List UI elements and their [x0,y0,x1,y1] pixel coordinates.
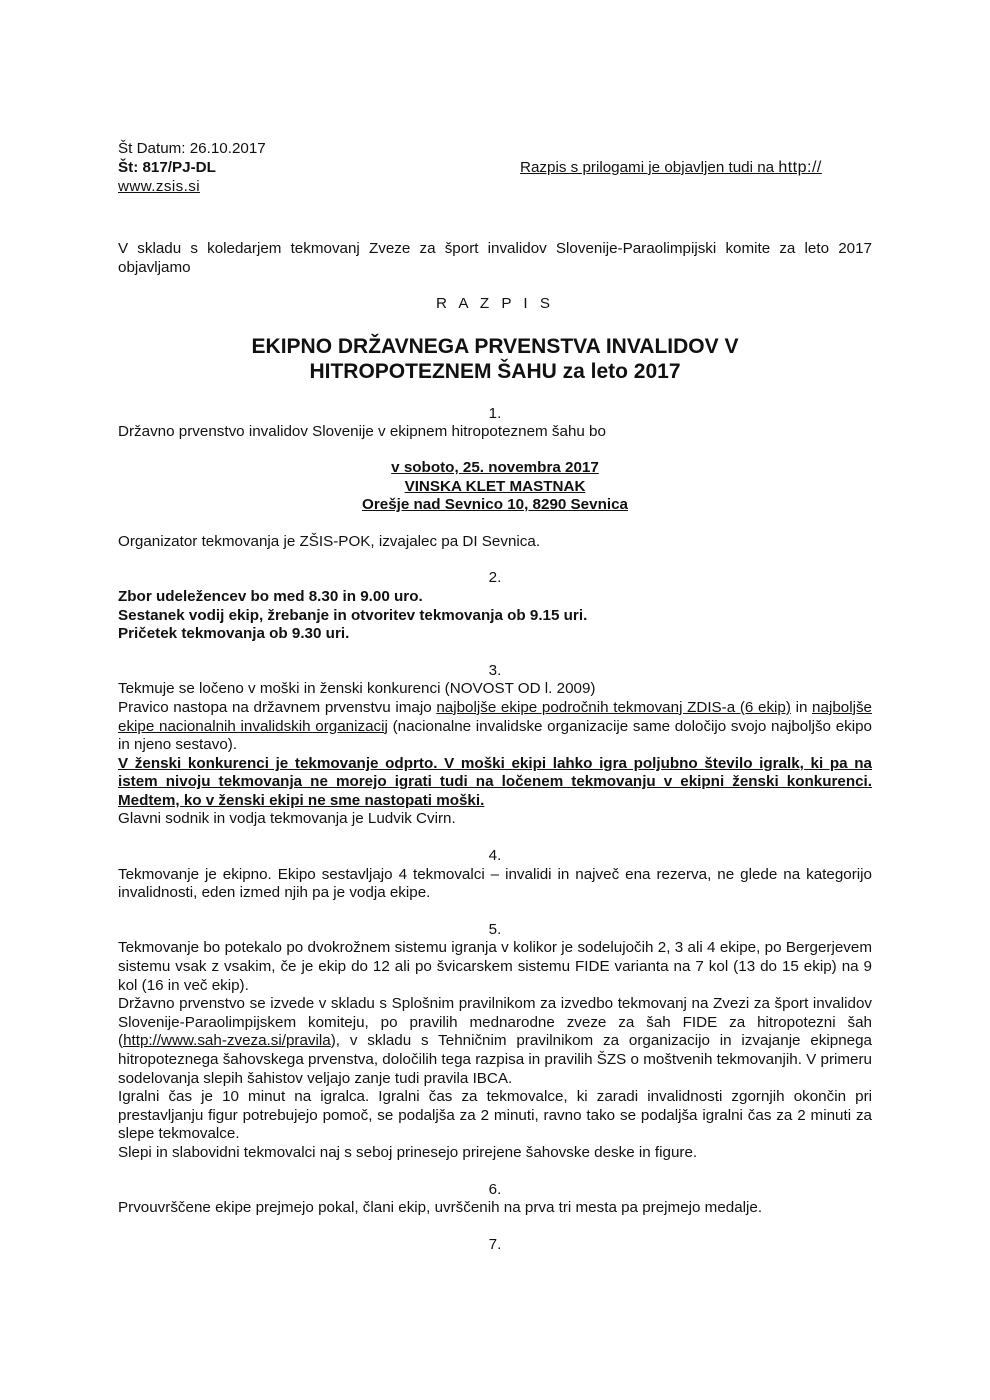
intro-paragraph: V skladu s koledarjem tekmovanj Zveze za šport invalidov Slovenije-Paraolimpijski komite za leto 2017 objavljamo [118,240,872,276]
schedule-line-2: Sestanek vodij ekip, žrebanje in otvoritev tekmovanja ob 9.15 uri. [118,606,588,624]
event-venue-block [118,459,872,515]
section-6-text: Prvouvrščene ekipe prejmejo pokal, člani ekip, uvrščenih na prva tri mesta pa prejmejo medalje. [118,1199,763,1217]
publication-notice [520,159,822,178]
chief-judge-line: Glavni sodnik in vodja tekmovanja je Ludvik Cvirn. [118,810,456,828]
section-1-text: Državno prvenstvo invalidov Slovenije v ekipnem hitropoteznem šahu bo [118,423,606,441]
section-5-rules-paragraph [118,995,872,1088]
schedule-block [118,588,872,644]
eligibility-national-teams: najboljše ekipe nacionalnih invalidskih organizacij [118,698,872,735]
section-5-number: 5. [488,920,502,938]
section-5-time-paragraph: Igralni čas je 10 minut na igralca. Igralni čas za tekmovalce, ki zaradi invalidnosti zgornjih okončin pri prestavljanju figur potrebujejo pomoč, se podaljša za 2 minuti, ravno tako se podaljša igralni čas za 2 minuti za slepe tekmovalce. [118,1088,872,1143]
eligibility-text-b: in [790,698,813,716]
section-4-number: 4. [488,847,502,865]
organizer-line: Organizator tekmovanja je ZŠIS-POK, izvajalec pa DI Sevnica. [118,532,541,550]
document-header [118,140,872,198]
section-5-equipment-line: Slepi in slabovidni tekmovalci naj s seboj prinesejo prirejene šahovske deske in figure. [118,1143,698,1161]
title-line-1: EKIPNO DRŽAVNEGA PRVENSTVA INVALIDOV V [251,334,739,358]
publication-notice-http: http:// [778,159,822,176]
women-competition-paragraph: V ženski konkurenci je tekmovanje odprto. V moški ekipi lahko igra poljubno število igralk, ki pa na istem nivoju tekmovanja ne morejo igrati tudi na ločenem tekmovanju v ekipni ženski konkurenci. Medtem, ko v ženski ekipi ne sme nastopati moški. [118,754,872,809]
section-3-line-1: Tekmuje se ločeno v moški in ženski konkurenci (NOVOST OD l. 2009) [118,680,596,698]
schedule-line-3: Pričetek tekmovanja ob 9.30 uri. [118,625,350,643]
section-4-text: Tekmovanje je ekipno. Ekipo sestavljajo 4 tekmovalci – invalidi in največ ena rezerva, ne glede na kategorijo invalidnosti, eden izmed njih pa je vodja ekipe. [118,865,872,902]
website-link[interactable]: www.zsis.si [118,178,201,195]
rules-text-b: ), v skladu s Tehničnim pravilnikom za organizacijo in izvajanje ekipnega hitropoteznega šahovskega prvenstva, določilih tega razpisa in pravilih ŠZS o moštvenih tekmovanjih. V primeru sodelovanja slepih šahistov veljajo zanje tudi pravila IBCA. [118,1032,872,1087]
schedule-line-1: Zbor udeležencev bo med 8.30 in 9.00 uro. [118,587,423,605]
section-3-number: 3. [488,661,502,679]
eligibility-paragraph [118,699,872,755]
date-line: Št Datum: 26.10.2017 [118,140,266,157]
eligibility-regional-teams: najboljše ekipe področnih tekmovanj ZDIS-a (6 ekip) [436,698,791,716]
eligibility-text-c: (nacionalne invalidske organizacije same določijo svojo najboljšo ekipo in njeno sestavo). [118,717,873,754]
section-5-system-paragraph: Tekmovanje bo potekalo po dvokrožnem sistemu igranja v kolikor je sodelujočih 2, 3 ali 4 ekipe, po Bergerjevem sistemu vsak z vsakim, če je ekip do 12 ali po švicarskem sistemu FIDE varianta na 7 kol (13 do 15 ekip) na 9 kol (16 in več ekip). [118,939,872,994]
title-line-2: HITROPOTEZNEM ŠAHU za leto 2017 [309,359,681,383]
event-venue: VINSKA KLET MASTNAK [404,477,586,495]
rules-text-a: Državno prvenstvo se izvede v skladu s Splošnim pravilnikom za izvedbo tekmovanj na Zvezi za šport invalidov Slovenije-Paraolimpijskem komiteju, po pravilih mednarodne zveze za šah FIDE za hitropotezni šah ( [118,995,872,1050]
document-title [118,334,872,384]
reference-number: Št: 817/PJ-DL [118,159,216,176]
document-page [118,140,872,1254]
razpis-label: R A Z P I S [435,295,554,313]
section-2-number: 2. [488,569,502,587]
eligibility-text-a: Pravico nastopa na državnem prvenstvu imajo [118,698,437,716]
section-1-number: 1. [488,404,502,422]
section-6-number: 6. [488,1180,502,1198]
section-7-number: 7. [488,1235,502,1253]
rules-link[interactable]: http://www.sah-zveza.si/pravila [123,1032,331,1050]
publication-notice-text: Razpis s prilogami je objavljen tudi na [520,159,779,176]
event-date: v soboto, 25. novembra 2017 [391,458,599,476]
event-address: Orešje nad Sevnico 10, 8290 Sevnica [362,496,628,514]
